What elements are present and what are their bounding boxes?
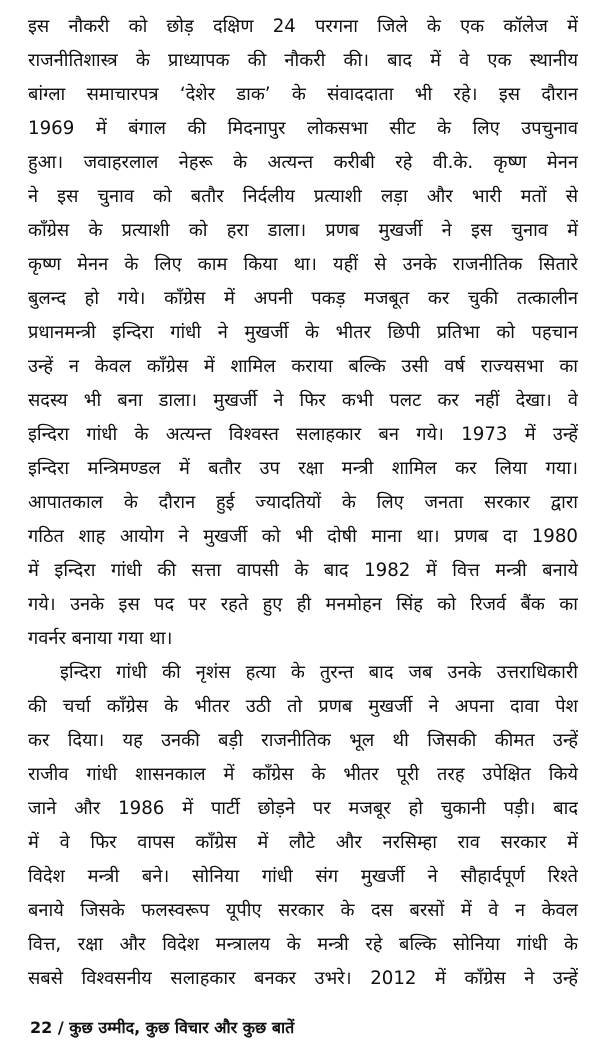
text-line: बुलन्द हो गये। कॉंग्रेस में अपनी पकड़ मजबूत कर चुकी तत्कालीन [28, 288, 578, 309]
text-line: बनाये जिसके फलस्वरूप यूपीए सरकार के दस बरसों में वे न केवल [28, 900, 578, 921]
text-line: 1969 में बंगाल की मिदनापुर लोकसभा सीट के लिए उपचुनाव [28, 118, 578, 139]
paragraph-2 [28, 656, 578, 996]
text-line: राजीव गांधी शासनकाल में कॉंग्रेस के भीतर पूरी तरह उपेक्षित किये [28, 764, 578, 785]
text-line: जाने और 1986 में पार्टी छोड़ने पर मजबूर हो चुकानी पड़ी। बाद [28, 798, 578, 819]
text-line: सबसे विश्वसनीय सलाहकार बनकर उभरे। 2012 में कॉंग्रेस ने उन्हें [28, 968, 578, 989]
page-footer [30, 1016, 294, 1038]
text-line: कर दिया। यह उनकी बड़ी राजनीतिक भूल थी जिसकी कीमत उन्हें [28, 730, 578, 751]
text-line: इन्दिरा गांधी के अत्यन्त विश्वस्त सलाहकार बन गये। 1973 में उन्हें [28, 424, 578, 445]
text-line: विदेश मन्त्री बने। सोनिया गांधी संग मुखर्जी ने सौहार्दपूर्ण रिश्ते [28, 866, 578, 887]
footer-separator: / [57, 1018, 64, 1037]
text-line: गये। उनके इस पद पर रहते हुए ही मनमोहन सिंह को रिजर्व बैंक का [28, 594, 578, 615]
text-line: गवर्नर बनाया गया था। [28, 628, 173, 649]
text-line: सदस्य भी बना डाला। मुखर्जी ने फिर कभी पलट कर नहीं देखा। वे [28, 390, 578, 411]
text-line: आपातकाल के दौरान हुई ज्यादतियों के लिए जनता सरकार द्वारा [28, 492, 578, 513]
text-line: इन्दिरा मन्त्रिमण्डल में बतौर उप रक्षा मन्त्री शामिल कर लिया गया। [28, 458, 578, 479]
text-line: की चर्चा कॉंग्रेस के भीतर उठी तो प्रणब मुखर्जी ने अपना दावा पेश [28, 696, 578, 717]
page-body [28, 10, 578, 996]
text-line: ने इस चुनाव को बतौर निर्दलीय प्रत्याशी लड़ा और भारी मतों से [28, 186, 578, 207]
paragraph-1 [28, 10, 578, 656]
text-line: कॉंग्रेस के प्रत्याशी को हरा डाला। प्रणब मुखर्जी ने इस चुनाव में [28, 220, 578, 241]
text-line: गठित शाह आयोग ने मुखर्जी को भी दोषी माना था। प्रणब दा 1980 [28, 526, 578, 547]
text-line: उन्हें न केवल कॉंग्रेस में शामिल कराया बल्कि उसी वर्ष राज्यसभा का [28, 356, 578, 377]
book-title: कुछ उम्मीद, कुछ विचार और कुछ बातें [69, 1018, 295, 1037]
text-line: प्रधानमन्त्री इन्दिरा गांधी ने मुखर्जी के भीतर छिपी प्रतिभा को पहचान [28, 322, 578, 343]
text-line: कृष्ण मेनन के लिए काम किया था। यहीं से उनके राजनीतिक सितारे [28, 254, 578, 275]
page-number: 22 [30, 1018, 53, 1037]
text-line: इन्दिरा गांधी की नृशंस हत्या के तुरन्त बाद जब उनके उत्तराधिकारी [60, 662, 578, 683]
text-line: राजनीतिशास्त्र के प्राध्यापक की नौकरी की। बाद में वे एक स्थानीय [28, 50, 578, 71]
text-line: में वे फिर वापस कॉंग्रेस में लौटे और नरसिम्हा राव सरकार में [28, 832, 578, 853]
text-line: में इन्दिरा गांधी की सत्ता वापसी के बाद 1982 में वित्त मन्त्री बनाये [28, 560, 578, 581]
text-line: वित्त, रक्षा और विदेश मन्त्रालय के मन्त्री रहे बल्कि सोनिया गांधी के [28, 934, 578, 955]
text-line: इस नौकरी को छोड़ दक्षिण 24 परगना जिले के एक कॉलेज में [28, 16, 578, 37]
text-line: हुआ। जवाहरलाल नेहरू के अत्यन्त करीबी रहे वी.के. कृष्ण मेनन [28, 152, 578, 173]
text-line: बांग्ला समाचारपत्र ‘देशेर डाक’ के संवाददाता भी रहे। इस दौरान [28, 84, 578, 105]
